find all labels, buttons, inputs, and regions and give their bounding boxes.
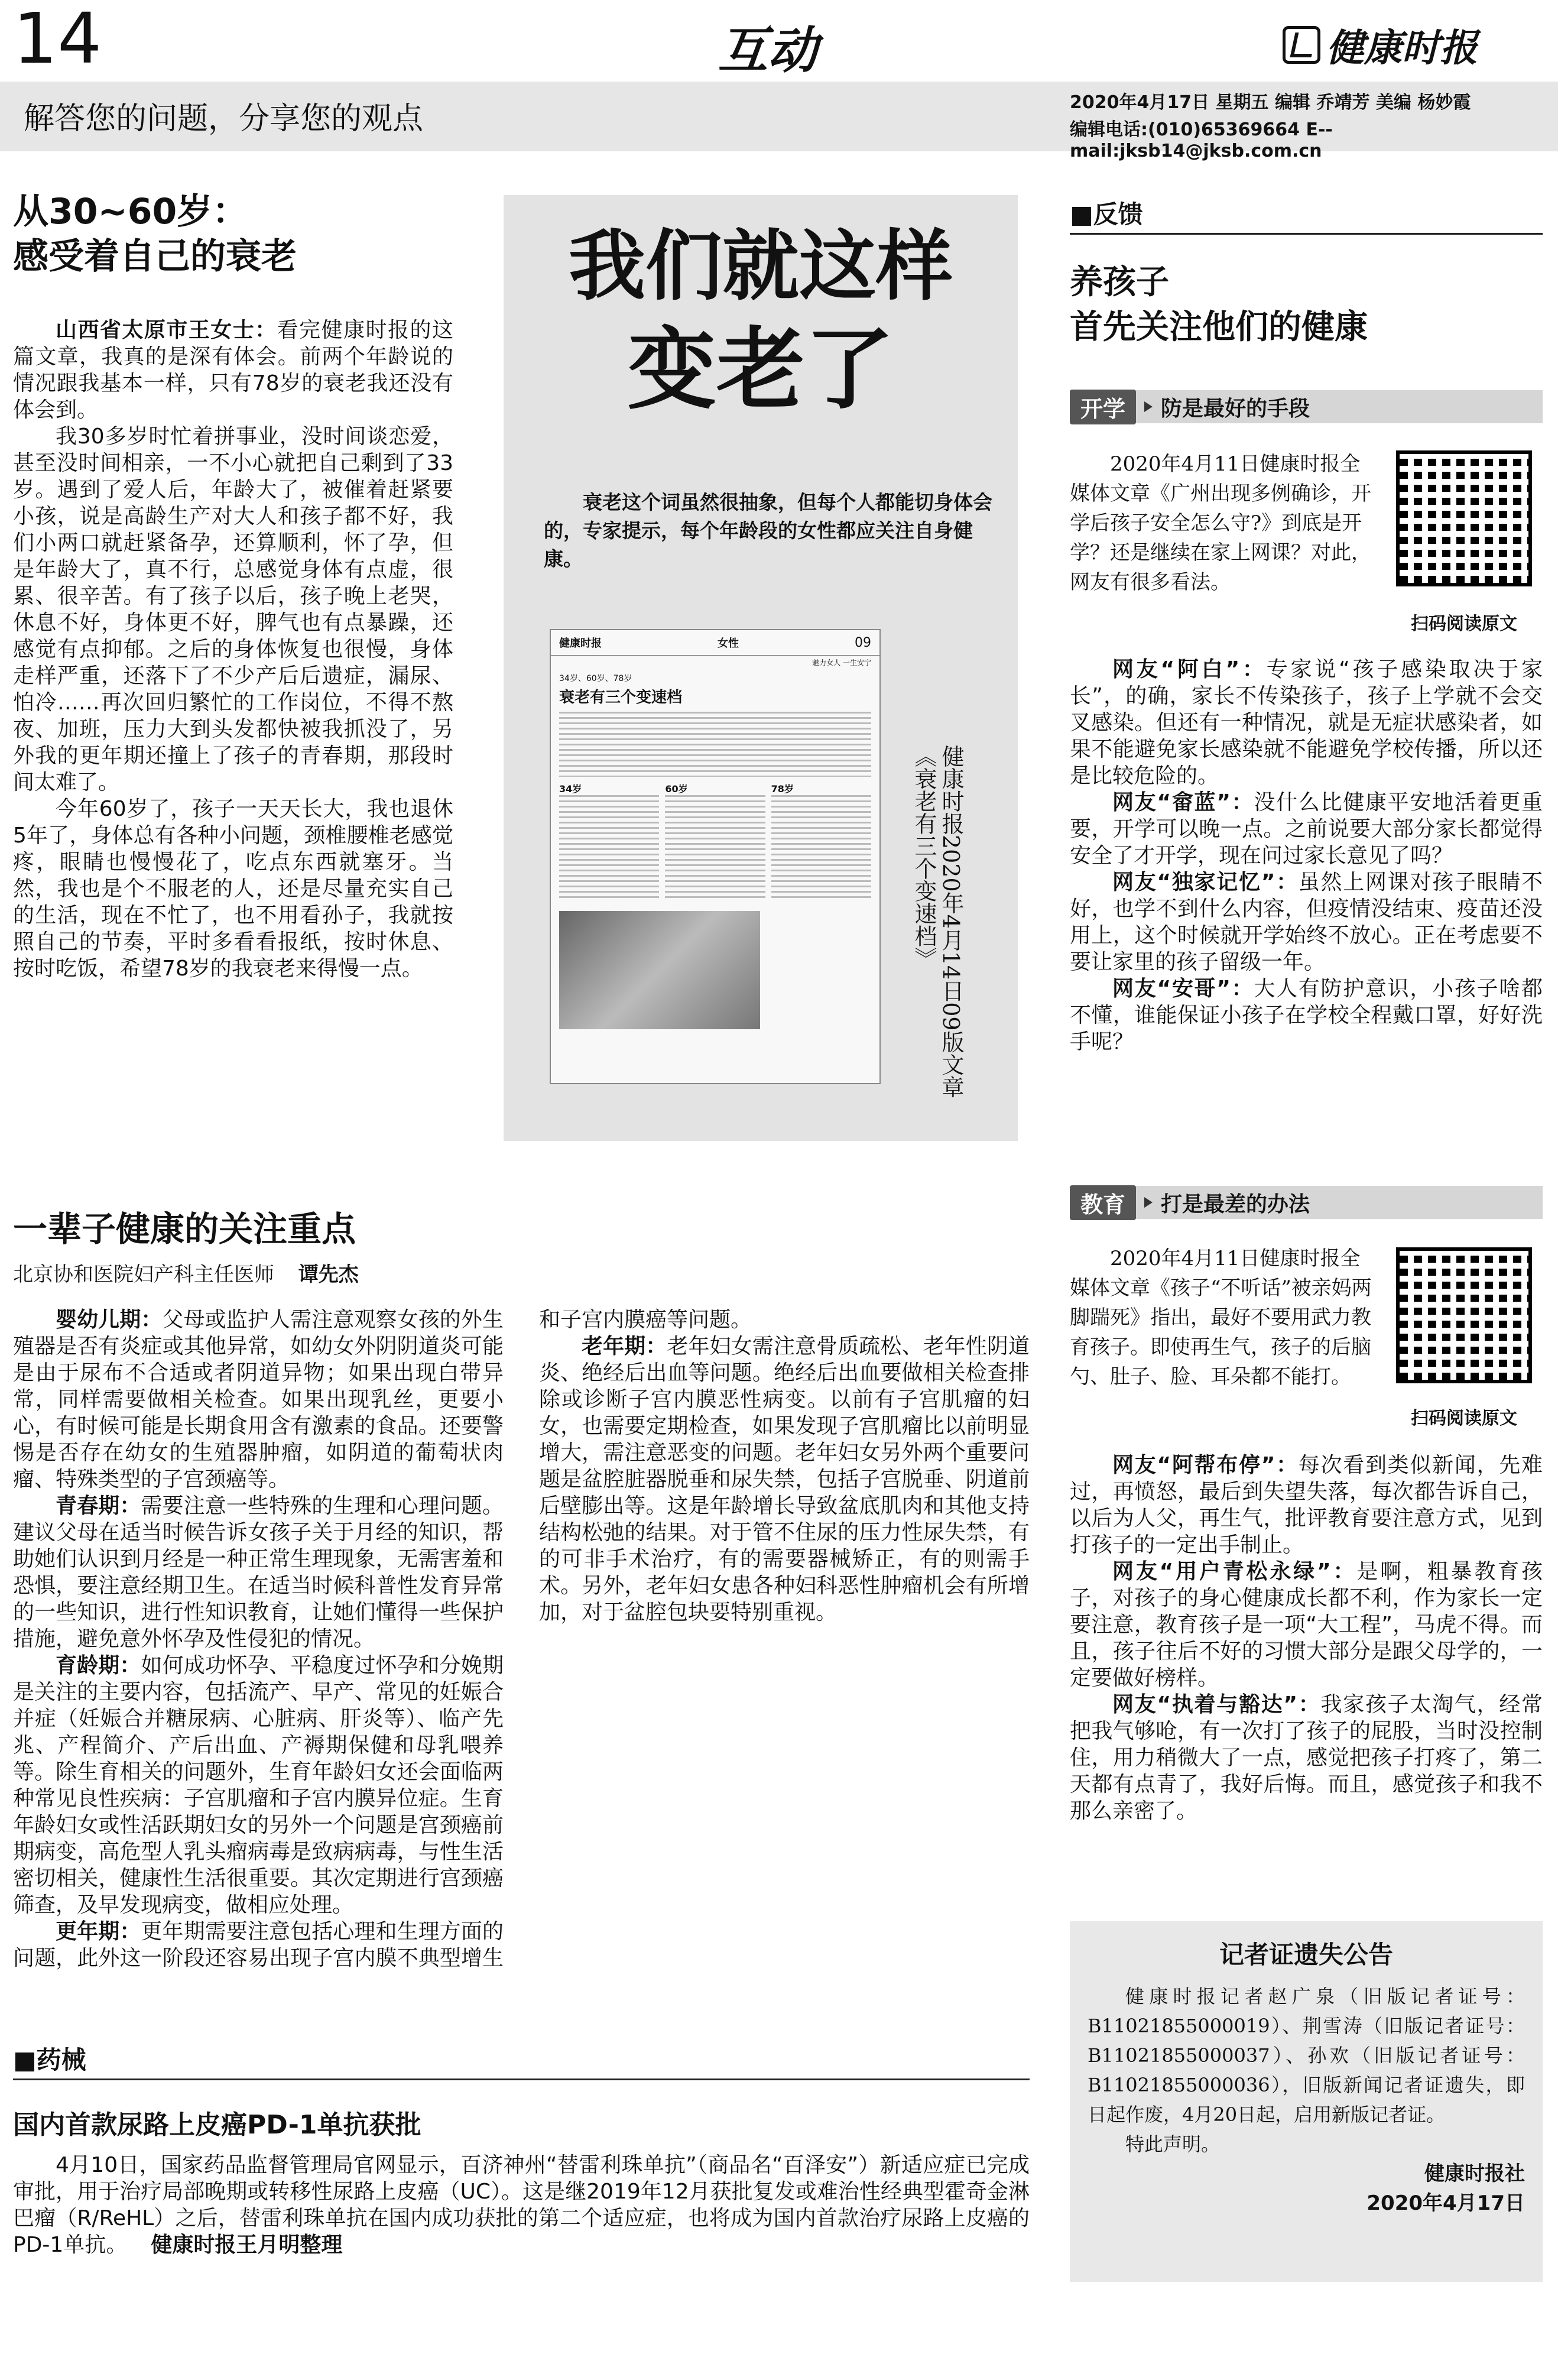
logo-text: 健康时报 bbox=[1326, 26, 1478, 70]
header-date: 2020年4月17日 星期五 编辑 乔靖芳 美编 杨妙霞 bbox=[1070, 92, 1471, 113]
comment: 网友“用户青松永绿”：是啊，粗暴教育孩子，对孩子的身心健康成长都不利，作为家长一定要注意，教育孩子是一项“大工程”，马虎不得。而且，孩子往后不好的习惯大部分是跟父母学的，一定要做好榜样。 bbox=[1070, 1559, 1543, 1690]
header-tagline: 解答您的问题，分享您的观点 bbox=[24, 101, 424, 137]
drug-body bbox=[13, 2152, 1030, 2258]
article-title-line2: 感受着自己的衰老 bbox=[13, 236, 297, 277]
paragraph: 山西省太原市王女士：看完健康时报的这篇文章，我真的是深有体会。前两个年龄说的情况跟我基本一样，只有78岁的衰老我还没有体会到。 bbox=[13, 318, 453, 422]
feature-headline-line1: 我们就这样 bbox=[568, 221, 953, 311]
comment: 网友“独家记忆”：虽然上网课对孩子眼睛不好，也学不到什么内容，但疫情没结束、疫苗还没用上，这个时候就开学始终不放心。正在考虑要不要让家里的孩子留级一年。 bbox=[1070, 870, 1543, 974]
thumb-age-78: 78岁 bbox=[771, 783, 794, 795]
notice-date: 2020年4月17日 bbox=[1367, 2191, 1525, 2215]
byline-name: 谭先杰 bbox=[298, 1263, 359, 1286]
paragraph: 今年60岁了，孩子一天天长大，我也退休5年了，身体总有各种小问题，颈椎腰椎老感觉疼，眼睛也慢慢花了，吃点东西就塞牙。当然，我也是个不服老的人，还是尽量充实自己的生活，现在不忙了，也不用看孙子，我就按照自己的节奏，平时多看看报纸，按时休息、按时吃饭，希望78岁的我衰老来得慢一点。 bbox=[13, 797, 453, 981]
notice-box bbox=[1070, 1921, 1543, 2282]
paragraph: 婴幼儿期：父母或监护人需注意观察女孩的外生殖器是否有炎症或其他异常，如幼女外阴阴道炎可能是由于尿布不合适或者阴道异物；如果出现白带异常，同样需要做相关检查。如果出现乳丝，更要小心，有时候可能是长期食用含有激素的食品。还要警惕是否存在幼女的生殖器肿瘤，如阴道的葡萄状肉瘤、特殊类型的子宫颈癌等。 bbox=[13, 1308, 504, 1491]
subhead-text: 防是最好的手段 bbox=[1161, 396, 1310, 421]
thumb-kicker: 34岁、60岁、78岁 bbox=[559, 674, 632, 683]
feature-caption-vertical: 健康时报2020年4月14日09版文章《衰老有三个变速档》 bbox=[911, 745, 964, 1098]
header-contact: 编辑电话:(010)65369664 E--mail:jksb14@jksb.com.cn bbox=[1070, 119, 1333, 161]
page-number: 14 bbox=[13, 0, 102, 79]
thumb-age-60: 60岁 bbox=[665, 783, 688, 795]
tag-open-school: 开学 bbox=[1070, 390, 1136, 424]
feature-headline bbox=[504, 219, 1018, 426]
lifetime-body bbox=[13, 1306, 1030, 1986]
logo-mark-icon bbox=[1283, 26, 1320, 64]
subhead-arrow-icon bbox=[1144, 401, 1153, 412]
notice-closing: 特此声明。 bbox=[1125, 2133, 1221, 2155]
thumb-logo: 健康时报 bbox=[559, 637, 602, 650]
feature-headline-line2: 变老了 bbox=[627, 317, 894, 421]
thumb-photo bbox=[559, 911, 760, 1029]
notice-body: 健康时报记者赵广泉（旧版记者证号：B11021855000019）、荆雪涛（旧版记者证号：B11021855000037）、孙欢（旧版记者证号：B11021855000036），旧版新闻记者证遗失，即日起作废，4月20日起，启用新版记者证。 bbox=[1088, 1985, 1525, 2126]
thumb-age-34: 34岁 bbox=[559, 783, 582, 795]
comment: 网友“安哥”：大人有防护意识，小孩子啥都不懂，谁能保证小孩子在学校全程戴口罩，好好洗手呢？ bbox=[1070, 977, 1543, 1054]
comment: 网友“阿白”：专家说“孩子感染取决于家长”，的确，家长不传染孩子，孩子上学就不会交叉感染。但还有一种情况，就是无症状感染者，如果不能避免家长感染就不能避免学校传播，所以还是比较危险的。 bbox=[1070, 657, 1543, 788]
thumb-slogan: 魅力女人 一生安宁 bbox=[812, 659, 871, 667]
masthead-logo bbox=[1283, 18, 1478, 72]
drug-credit: 健康时报王月明整理 bbox=[151, 2233, 343, 2257]
article-title-line1: 从30~60岁： bbox=[13, 191, 248, 232]
page-thumbnail[interactable] bbox=[550, 629, 881, 1084]
subhead-bar bbox=[1070, 390, 1543, 423]
feedback-comments-1 bbox=[1070, 656, 1543, 1055]
feedback-intro-1: 2020年4月11日健康时报全媒体文章《广州出现多例确诊，开学后孩子安全怎么守?》到底是开学？还是继续在家上网课？对此，网友有很多看法。 bbox=[1070, 452, 1371, 594]
qr-caption-1: 扫码阅读原文 bbox=[1411, 614, 1517, 634]
lifetime-title: 一辈子健康的关注重点 bbox=[13, 1209, 356, 1249]
subhead-bar bbox=[1070, 1186, 1543, 1219]
feedback-intro-2: 2020年4月11日健康时报全媒体文章《孩子“不听话”被亲妈两脚踹死》指出，最好不要用武力教育孩子。即使再生气，孩子的后脑勺、肚子、脸、耳朵都不能打。 bbox=[1070, 1247, 1372, 1389]
subhead-arrow-icon bbox=[1144, 1197, 1153, 1208]
feedback-comments-2 bbox=[1070, 1452, 1543, 1824]
feedback-title-line2: 首先关注他们的健康 bbox=[1070, 308, 1368, 346]
article-body bbox=[13, 317, 453, 982]
paragraph: 青春期：需要注意一些特殊的生理和心理问题。建议父母在适当时候告诉女孩子关于月经的知识，帮助她们认识到月经是一种正常生理现象，无需害羞和恐惧，要注意经期卫生。在适当时候科普性发育异常的一些知识，进行性知识教育，让她们懂得一些保护措施，避免意外怀孕及性侵犯的情况。 bbox=[13, 1494, 504, 1651]
paragraph-lead: 山西省太原市王女士： bbox=[56, 318, 277, 342]
notice-signer: 健康时报社 bbox=[1424, 2162, 1525, 2186]
paragraph: 更年期：更年期需要注意包括心理和生理方面的问题，此外这一阶段还容易出现子宫内膜不典型增生和子宫内膜癌等问题。 bbox=[13, 1308, 752, 1970]
tag-education: 教育 bbox=[1070, 1185, 1136, 1220]
comment: 网友“阿帮布停”：每次看到类似新闻，先难过，再愤怒，最后到失望失落，每次都告诉自己，以后为人父，再生气，批评教育要注意方式，见到打孩子的一定出手制止。 bbox=[1070, 1453, 1543, 1557]
byline-org: 北京协和医院妇产科主任医师 bbox=[13, 1263, 274, 1286]
paragraph: 4月10日，国家药品监督管理局官网显示，百济神州“替雷利珠单抗”（商品名“百泽安”）新适应症已完成审批，用于治疗局部晚期或转移性尿路上皮癌（UC）。这是继2019年12月获批复发或难治性经典型霍奇金淋巴瘤（R/ReHL）之后，替雷利珠单抗在国内成功获批的第二个适应症，也将成为国内首款治疗尿路上皮癌的PD-1单抗。 健康时报王月明整理 bbox=[13, 2153, 1030, 2257]
paragraph: 老年期：老年妇女需注意骨质疏松、老年性阴道炎、绝经后出血等问题。绝经后出血要做相关检查排除或诊断子宫内膜恶性病变。以前有子宫肌瘤的妇女，也需要定期检查，如果发现子宫肌瘤比以前明显增大，需注意恶变的问题。老年妇女另外两个重要问题是盆腔脏器脱垂和尿失禁，包括子宫脱垂、阴道前后壁膨出等。这是年龄增长导致盆底肌肉和其他支持结构松弛的结果。对于管不住尿的压力性尿失禁，有的可非手术治疗，有的需要器械矫正，有的则需手术。另外，老年妇女患各种妇科恶性肿瘤机会有所增加，对于盆腔包块要特别重视。 bbox=[539, 1334, 1030, 1625]
qr-code-icon[interactable] bbox=[1396, 450, 1532, 586]
lifetime-byline bbox=[13, 1258, 359, 1287]
comment: 网友“执着与豁达”：我家孩子太淘气，经常把我气够呛，有一次打了孩子的屁股，当时没控制住，用力稍微大了一点，感觉把孩子打疼了，第二天都有点青了，我好后悔。而且，感觉孩子和我不那么亲密了。 bbox=[1070, 1692, 1543, 1823]
paragraph: 我30多岁时忙着拼事业，没时间谈恋爱，甚至没时间相亲，一不小心就把自己剩到了33岁。遇到了爱人后，年龄大了，被催着赶紧要小孩，说是高龄生产对大人和孩子都不好，我们小两口就赶紧备孕，还算顺利，怀了孕，但是年龄大了，真不行，总感觉身体有点虚，很累、很辛苦。有了孩子以后，孩子晚上老哭，休息不好，身体更不好，脾气也有点暴躁，还感觉有点抑郁。之后的身体恢复也很慢，身体走样严重，还落下了不少产后后遗症，漏尿、怕冷……再次回归繁忙的工作岗位，不得不熬夜、加班，压力大到头发都快被我抓没了，另外我的更年期还撞上了孩子的青春期，那段时间太难了。 bbox=[13, 424, 453, 795]
feedback-section-label: ■反馈 bbox=[1070, 200, 1143, 229]
feedback-title bbox=[1070, 260, 1368, 350]
thumb-section: 女性 bbox=[718, 637, 739, 650]
subhead-text: 打是最差的办法 bbox=[1161, 1192, 1310, 1217]
thumb-title: 衰老有三个变速档 bbox=[559, 689, 683, 706]
feedback-title-line1: 养孩子 bbox=[1070, 263, 1169, 301]
section-title: 互动 bbox=[718, 21, 818, 79]
qr-caption-2: 扫码阅读原文 bbox=[1411, 1408, 1517, 1429]
thumb-page: 09 bbox=[855, 635, 871, 650]
article-title bbox=[13, 189, 297, 279]
paragraph: 育龄期：如何成功怀孕、平稳度过怀孕和分娩期是关注的主要内容，包括流产、早产、常见的妊娠合并症（妊娠合并糖尿病、心脏病、肝炎等）、临产先兆、产程简介、产后出血、产褥期保健和母乳喂养等。除生育相关的问题外，生育年龄妇女还会面临两种常见良性疾病：子宫肌瘤和子宫内膜异位症。生育年龄妇女或性活跃期妇女的另外一个问题是宫颈癌前期病变，高危型人乳头瘤病毒是致病病毒，与性生活密切相关，健康性生活很重要。其次定期进行宫颈癌筛查，及早发现病变，做相应处理。 bbox=[13, 1653, 504, 1917]
feature-intro: 衰老这个词虽然很抽象，但每个人都能切身体会的，专家提示，每个年龄段的女性都应关注自身健康。 bbox=[544, 491, 992, 570]
drug-title: 国内首款尿路上皮癌PD-1单抗获批 bbox=[13, 2110, 421, 2140]
comment: 网友“畲蓝”：没什么比健康平安地活着更重要，开学可以晚一点。之前说要大部分家长都觉得安全了才开学，现在问过家长意见了吗？ bbox=[1070, 790, 1543, 868]
notice-title: 记者证遗失公告 bbox=[1219, 1940, 1393, 1969]
qr-code-icon[interactable] bbox=[1396, 1247, 1532, 1383]
drug-section-label: ■药械 bbox=[13, 2045, 86, 2074]
